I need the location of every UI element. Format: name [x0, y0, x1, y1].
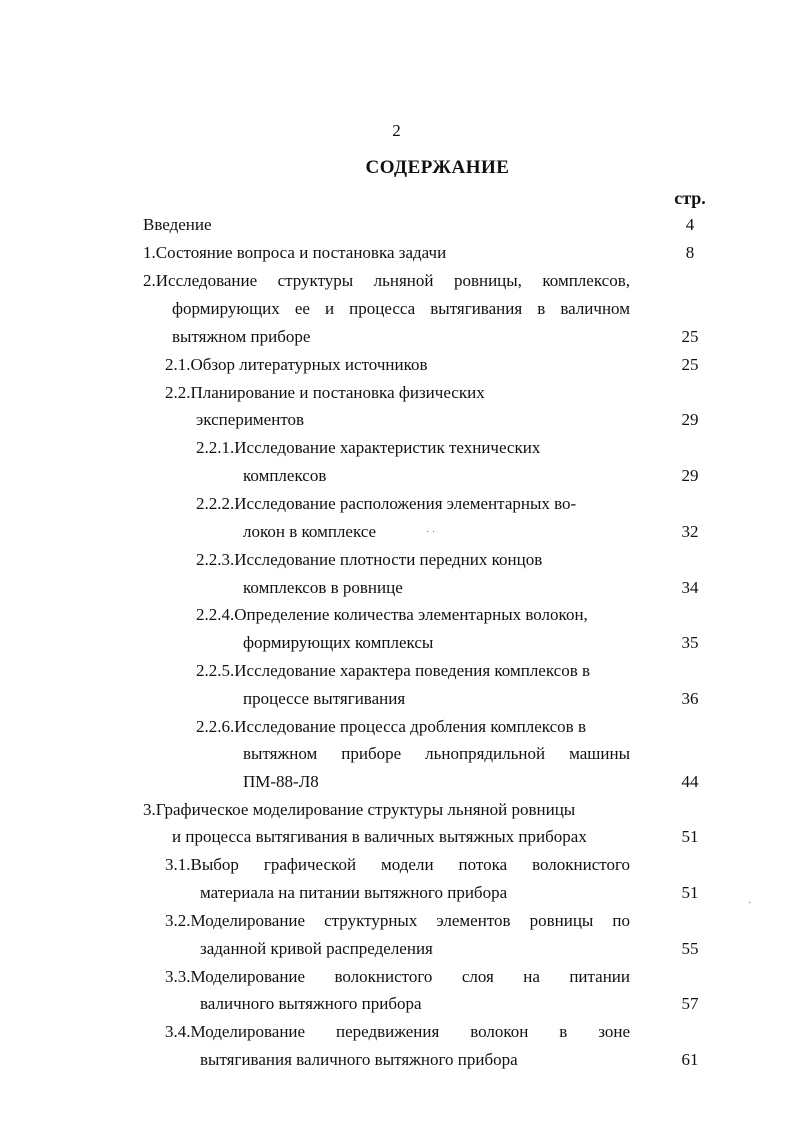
toc-entry-3-3-line: валичного вытяжного прибора: [200, 994, 422, 1013]
scan-dot: ·: [748, 898, 752, 909]
toc-entry-3-2-line: заданной кривой распределения: [200, 939, 433, 958]
toc-entry-2-2-2-line: 2.2.2.Исследование расположения элементарных во-: [196, 494, 577, 513]
toc-entry-2-2-4-line: формирующих комплексы: [243, 633, 434, 652]
toc-entry-2-2-3-line: 2.2.3.Исследование плотности передних концов: [196, 550, 543, 569]
toc-page-3-4: 61: [681, 1050, 699, 1069]
toc-page-2-2-6: 44: [681, 772, 699, 791]
toc-page-3-2: 55: [681, 939, 699, 958]
page-column-header: стр.: [674, 188, 706, 208]
toc-entry-3-4-line: вытягивания валичного вытяжного прибора: [200, 1050, 518, 1069]
toc-page-intro: 4: [685, 215, 695, 234]
toc-entry-2-2-4-line: 2.2.4.Определение количества элементарных волокон,: [196, 605, 588, 624]
toc-page-2-2-3: 34: [681, 578, 699, 597]
toc-entry-2-line: формирующих ее и процесса вытягивания в валичном: [172, 299, 630, 318]
toc-page-1: 8: [685, 243, 695, 262]
toc-entry-2-2-2-line: локон в комплексе: [243, 522, 377, 541]
toc-entry-3-4-line: 3.4.Моделирование передвижения волокон в зоне: [165, 1022, 630, 1041]
toc-page-2-2-2: 32: [681, 522, 699, 541]
toc-entry-2-1: 2.1.Обзор литературных источников: [165, 355, 428, 374]
toc-entry-2-2-5-line: процессе вытягивания: [243, 689, 406, 708]
page-title: СОДЕРЖАНИЕ: [365, 157, 510, 178]
page-number: 2: [392, 121, 401, 140]
toc-entry-3-3-line: 3.3.Моделирование волокнистого слоя на питании: [165, 967, 630, 986]
toc-entry-2-2-5-line: 2.2.5.Исследование характера поведения комплексов в: [196, 661, 591, 680]
toc-entry-1: 1.Состояние вопроса и постановка задачи: [143, 243, 447, 262]
toc-entry-2-2-1-line: 2.2.1.Исследование характеристик технических: [196, 438, 541, 457]
toc-page-2-2-1: 29: [681, 466, 699, 485]
toc-entry-3-line: и процесса вытягивания в валичных вытяжных приборах: [172, 827, 587, 846]
toc-entry-3-2-line: 3.2.Моделирование структурных элементов ровницы по: [165, 911, 630, 930]
toc-entry-2-2-6-line: вытяжном приборе льнопрядильной машины: [243, 744, 630, 763]
toc-page-3-3: 57: [681, 994, 699, 1013]
toc-entry-3-1-line: 3.1.Выбор графической модели потока волокнистого: [165, 855, 630, 874]
toc-page-3-1: 51: [681, 883, 699, 902]
toc-page-3: 51: [681, 827, 699, 846]
toc-entry-2-2-6-line: 2.2.6.Исследование процесса дробления комплексов в: [196, 717, 586, 736]
toc-entry-2-2-6-line: ПМ-88-Л8: [243, 772, 319, 791]
scan-smudge: · ·: [426, 527, 436, 538]
toc-page-2-2: 29: [681, 410, 699, 429]
toc-entry-2-line: 2.Исследование структуры льняной ровницы, комплексов,: [143, 271, 630, 290]
toc-entry-3-1-line: материала на питании вытяжного прибора: [200, 883, 508, 902]
toc-entry-2-2-line: экспериментов: [196, 410, 305, 429]
toc-page-2-1: 25: [681, 355, 699, 374]
toc-page-2: 25: [681, 327, 699, 346]
toc-entry-2-line: вытяжном приборе: [172, 327, 311, 346]
toc-entry-2-2-1-line: комплексов: [243, 466, 327, 485]
toc-entry-intro: Введение: [143, 215, 212, 234]
toc-entry-2-2-line: 2.2.Планирование и постановка физических: [165, 383, 485, 402]
toc-entry-2-2-3-line: комплексов в ровнице: [243, 578, 403, 597]
toc-page-2-2-5: 36: [681, 689, 699, 708]
toc-page-2-2-4: 35: [681, 633, 699, 652]
toc-entry-3-line: 3.Графическое моделирование структуры льняной ровницы: [143, 800, 576, 819]
